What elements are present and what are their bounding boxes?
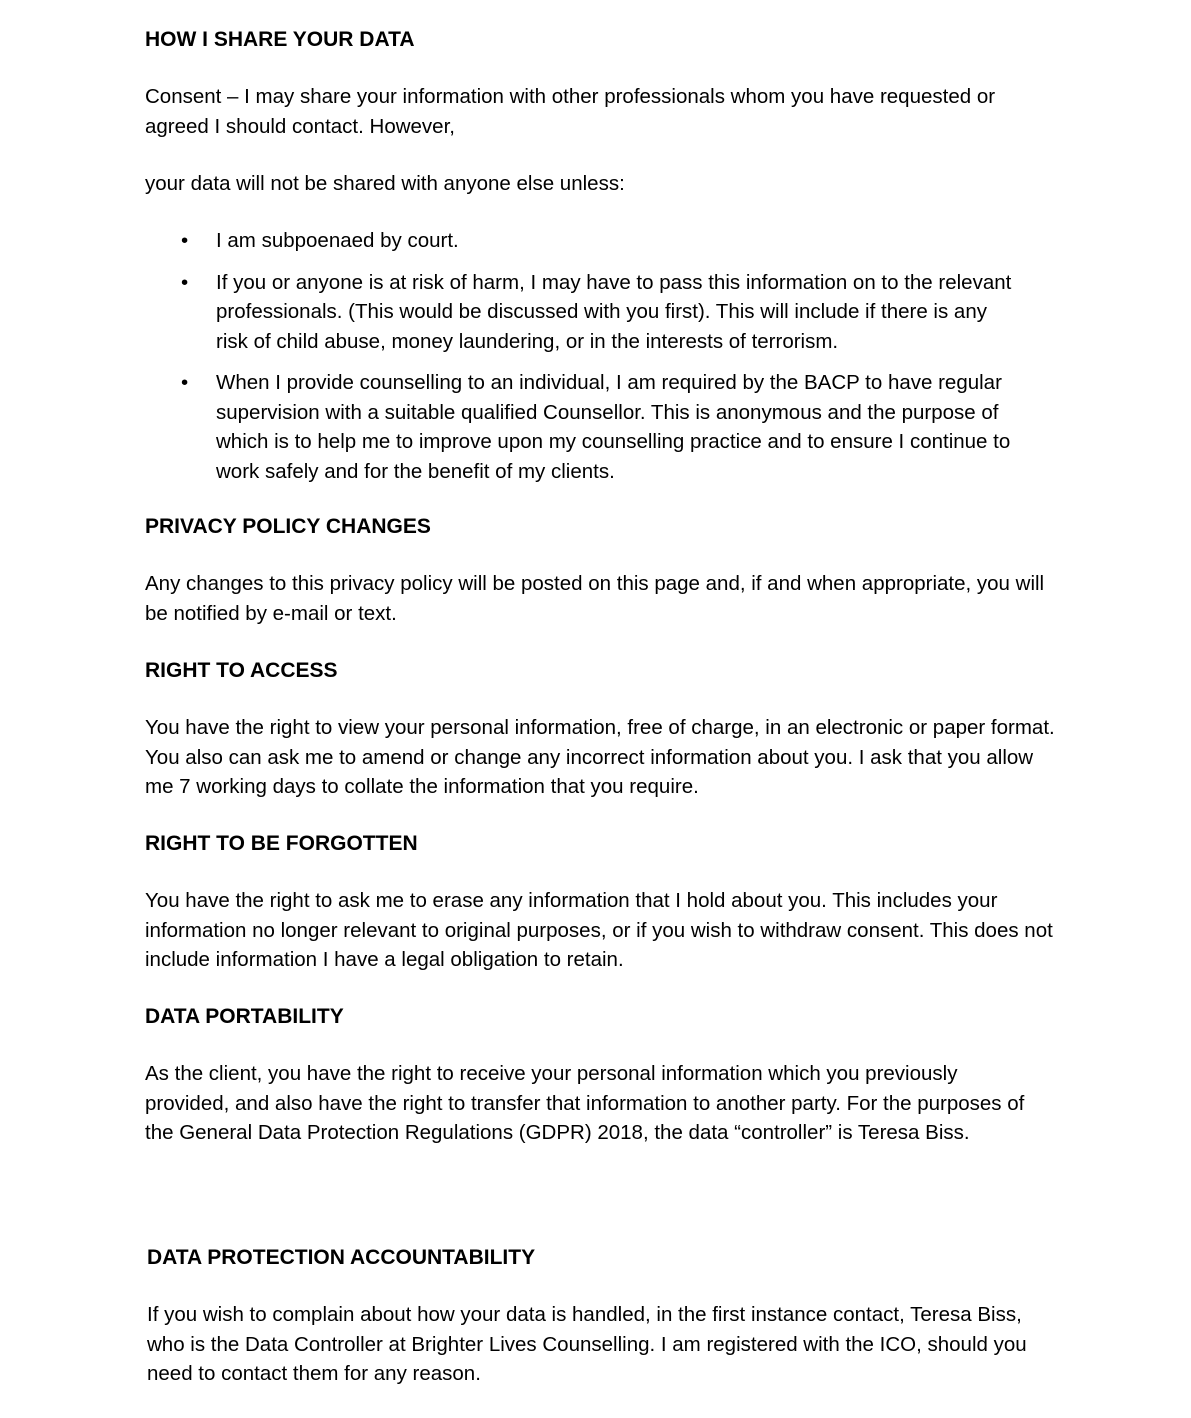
heading-right-to-be-forgotten: RIGHT TO BE FORGOTTEN bbox=[145, 832, 418, 855]
heading-privacy-policy-changes: PRIVACY POLICY CHANGES bbox=[145, 515, 431, 538]
bullet-icon: • bbox=[181, 229, 189, 252]
paragraph-consent: Consent – I may share your information with other professionals whom you have requested or agreed I should contact. However, bbox=[145, 85, 996, 138]
list-item-text: When I provide counselling to an individual, I am required by the BACP to have regular supervision with a suitable qualified Counsellor. This is anonymous and the purpose of which is to help me to improve upon my counselling practice and to ensure I continue to work safely and for the benefit of my clients. bbox=[216, 371, 1011, 483]
list-item-text: I am subpoenaed by court. bbox=[216, 229, 459, 252]
heading-how-i-share-your-data: HOW I SHARE YOUR DATA bbox=[145, 28, 415, 51]
heading-right-to-access: RIGHT TO ACCESS bbox=[145, 659, 338, 682]
list-item-text: If you or anyone is at risk of harm, I may have to pass this information on to the relevant professionals. (This would be discussed with you first). This will include if there is any risk of child abuse, money laundering, or in the interests of terrorism. bbox=[216, 270, 1012, 353]
paragraph-data-protection-accountability: If you wish to complain about how your data is handled, in the first instance contact, Teresa Biss, who is the Data Controller at Brighter Lives Counselling. I am registered with the ICO, should you need to contact them for any reason. bbox=[147, 1303, 1027, 1385]
paragraph-right-to-access: You have the right to view your personal information, free of charge, in an electronic or paper format. You also can ask me to amend or change any incorrect information about you. I ask that you allow me 7 working days to collate the information that you require. bbox=[145, 716, 1055, 798]
bullet-list-sharing-exceptions bbox=[145, 226, 1016, 486]
list-item bbox=[145, 368, 1016, 486]
paragraph-not-shared-unless: your data will not be shared with anyone else unless: bbox=[145, 172, 625, 195]
heading-data-protection-accountability: DATA PROTECTION ACCOUNTABILITY bbox=[147, 1246, 536, 1269]
paragraph-policy-changes: Any changes to this privacy policy will be posted on this page and, if and when appropriate, you will be notified by e-mail or text. bbox=[145, 572, 1045, 625]
paragraph-right-to-be-forgotten: You have the right to ask me to erase any information that I hold about you. This includes your information no longer relevant to original purposes, or if you wish to withdraw consent. This does not include information I have a legal obligation to retain. bbox=[145, 889, 1053, 971]
bullet-icon: • bbox=[181, 270, 189, 294]
heading-data-portability: DATA PORTABILITY bbox=[145, 1005, 344, 1028]
list-item bbox=[145, 268, 1016, 357]
paragraph-data-portability: As the client, you have the right to receive your personal information which you previously provided, and also have the right to transfer that information to another party. For the purposes of the General Data Protection Regulations (GDPR) 2018, the data “controller” is Teresa Biss. bbox=[145, 1062, 1025, 1144]
bullet-icon: • bbox=[181, 371, 189, 394]
list-item bbox=[145, 226, 1016, 256]
